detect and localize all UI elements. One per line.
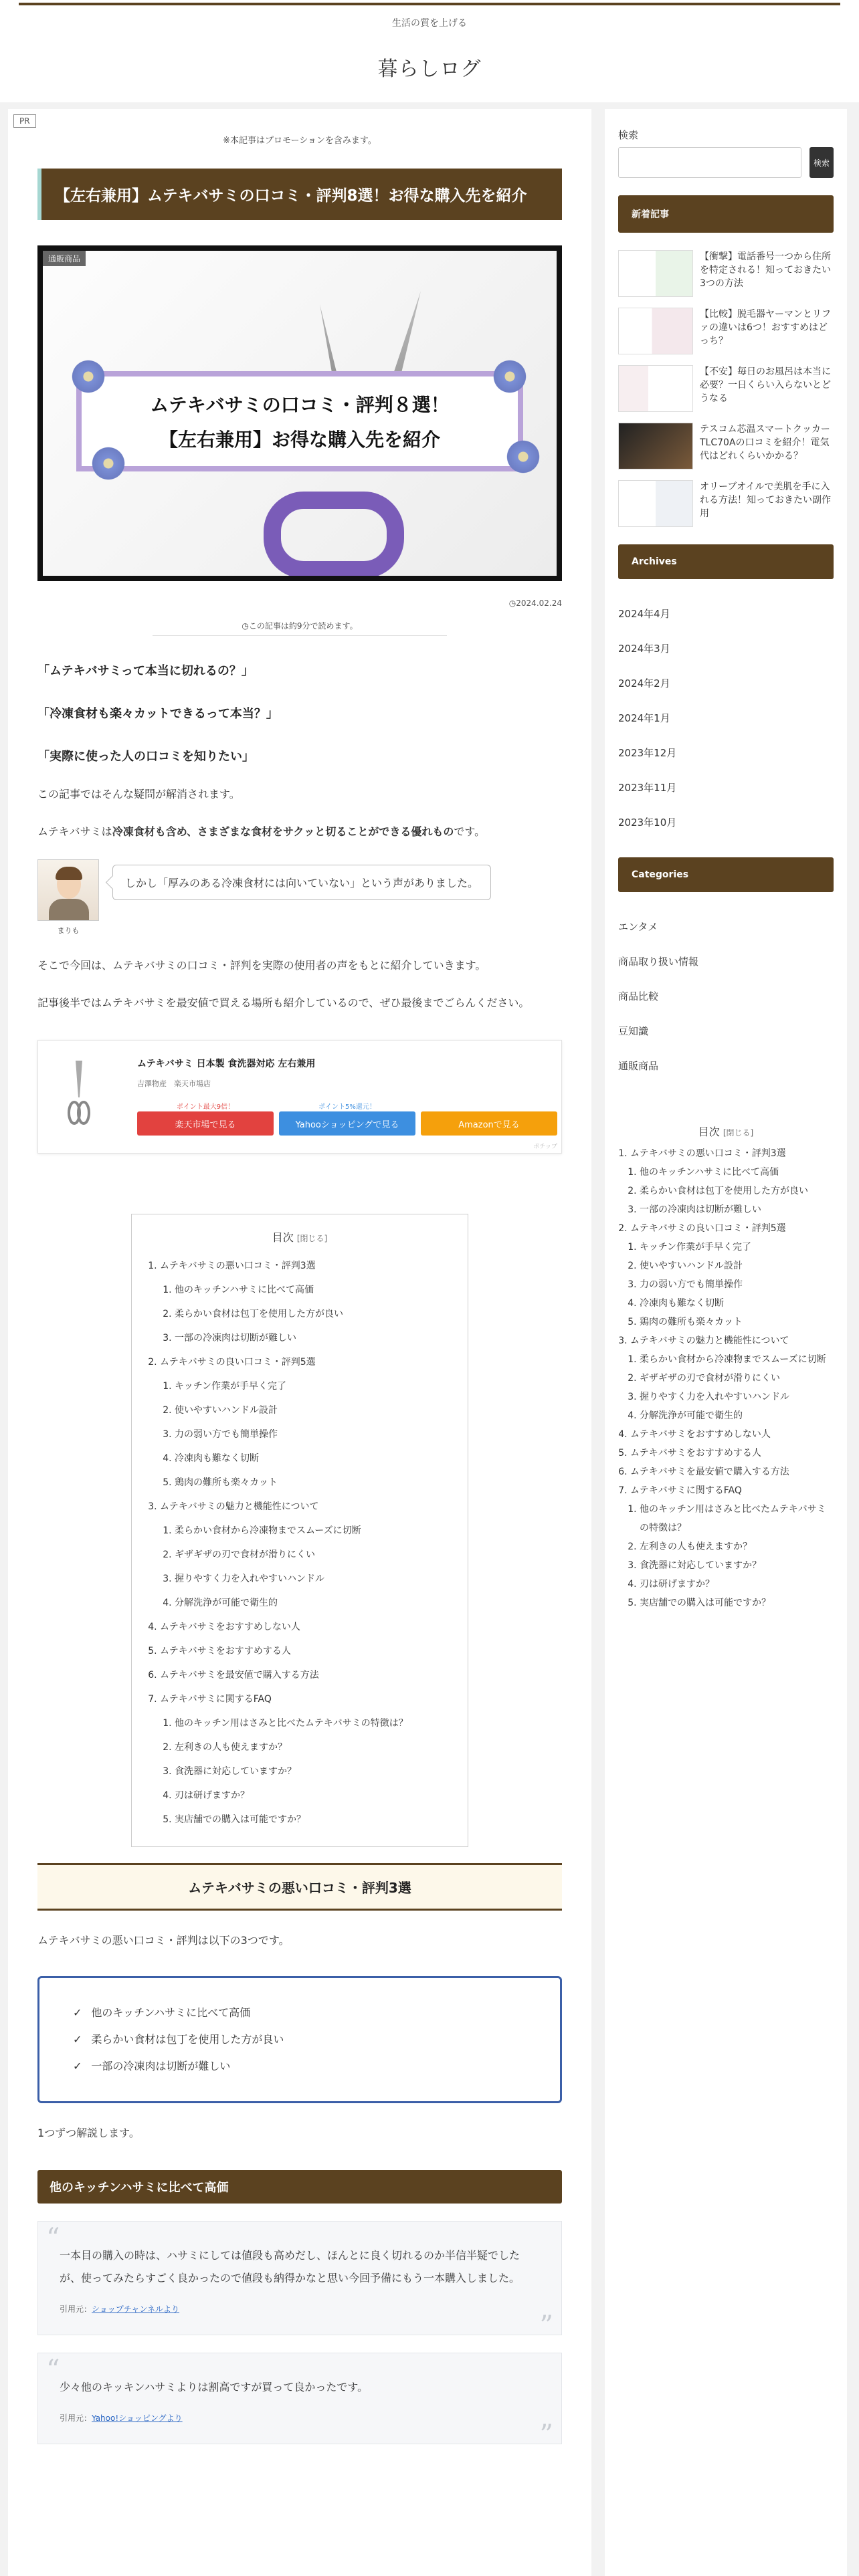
clock-icon: ◷ [508, 599, 516, 608]
toc-subitem[interactable]: 5. 鶏肉の難所も楽々カット [640, 1313, 834, 1331]
toc-subitem[interactable]: 4. 分解洗浄が可能で衛生的 [175, 1591, 452, 1615]
section-after: 1つずつ解説します。 [37, 2127, 140, 2139]
site-title[interactable]: 暮らしログ [377, 58, 482, 81]
toc-item[interactable]: 2. ムテキバサミの良い口コミ・評判5選 1. キッチン作業が手早く完了 2. 使いやすいハンドル設計 3. 力の弱い方でも簡単操作 4. 冷凍肉も難なく切断 5. 鶏肉の難所も楽々カット [160, 1350, 452, 1495]
clock-icon: ◷ [242, 621, 249, 631]
recent-post[interactable]: 【衝撃】電話番号一つから住所を特定される！知っておきたい3つの方法 [618, 250, 834, 297]
review-quote [37, 2353, 562, 2450]
category-link[interactable]: エンタメ [618, 921, 658, 933]
main-content [8, 109, 591, 2576]
recent-post[interactable]: 【不安】毎日のお風呂は本当に必要？一日くらい入らないとどうなる [618, 365, 834, 412]
toc-subitem[interactable]: 1. キッチン作業が手早く完了 [640, 1238, 834, 1257]
toc-subitem[interactable]: 3. 一部の冷凍肉は切断が難しい [175, 1326, 452, 1350]
toc-subitem[interactable]: 1. 他のキッチンハサミに比べて高価 [175, 1278, 452, 1302]
toc-subitem[interactable]: 2. 使いやすいハンドル設計 [175, 1398, 452, 1422]
recent-post[interactable]: テスコム芯温スマートクッカーTLC70Aの口コミを紹介！電気代はどれくらいかかる？ [618, 423, 834, 469]
toc-item[interactable]: 4. ムテキバサミをおすすめしない人 [160, 1615, 452, 1639]
paragraph-1: この記事ではそんな疑問が解消されます。 [37, 788, 240, 800]
review-quote [37, 2221, 562, 2341]
toc-subitem[interactable]: 3. 食洗器に対応していますか？ [640, 1556, 834, 1575]
toc-subitem[interactable]: 2. 左利きの人も使えますか？ [175, 1735, 452, 1759]
toc-item[interactable]: 1. ムテキバサミの悪い口コミ・評判3選 1. 他のキッチンハサミに比べて高価 2. 柔らかい食材は包丁を使用した方が良い 3. 一部の冷凍肉は切断が難しい [160, 1254, 452, 1350]
toc-subitem[interactable]: 1. 他のキッチンハサミに比べて高価 [640, 1163, 834, 1182]
review-text: 一本目の購入の時は、ハサミにしては値段も高めだし、ほんとに良く切れるのか半信半疑でしたが、使ってみたらすごく良かったので値段も納得かなと思い今回予備にもう一本購入しました。 [60, 2249, 520, 2284]
category-link[interactable]: 豆知識 [618, 1025, 649, 1037]
post-date: ◷2024.02.24 [508, 599, 562, 608]
section-intro: ムテキバサミの悪い口コミ・評判は以下の3つです。 [37, 1934, 290, 1947]
archive-link[interactable]: 2024年3月 [618, 643, 670, 655]
recent-post[interactable]: オリーブオイルで美肌を手に入れる方法！知っておきたい副作用 [618, 480, 834, 527]
toc-subitem[interactable]: 2. 柔らかい食材は包丁を使用した方が良い [175, 1302, 452, 1326]
archive-link[interactable]: 2024年1月 [618, 712, 670, 724]
archive-link[interactable]: 2023年12月 [618, 747, 677, 759]
pr-badge: PR [13, 114, 36, 128]
sidebar-toc-title: 目次 [閉じる] [698, 1125, 754, 1138]
paragraph-3: そこで今回は、ムテキバサミの口コミ・評判を実際の使用者の声をもとに紹介していきます。 [37, 959, 486, 972]
search-button[interactable]: 検索 [809, 147, 834, 178]
toc-subitem[interactable]: 2. 柔らかい食材は包丁を使用した方が良い [640, 1182, 834, 1200]
amazon-button[interactable]: Amazonで見る [421, 1111, 557, 1136]
category-link[interactable]: 通販商品 [618, 1060, 659, 1072]
flower-decoration-icon [491, 358, 529, 395]
recent-post[interactable]: 【比較】脱毛器ヤーマンとリファの違いは6つ！おすすめはどっち？ [618, 308, 834, 354]
question-1: 「ムテキバサミって本当に切れるの？」 [37, 664, 254, 678]
eyecatch-line2: 【左右兼用】お得な購入先を紹介 [159, 429, 440, 451]
sidebar-toc [618, 1123, 834, 1612]
toc-close-button[interactable]: [閉じる] [296, 1234, 328, 1243]
category-label[interactable]: 通販商品 [43, 251, 86, 266]
toc-subitem[interactable]: 3. 握りやすく力を入れやすいハンドル [175, 1567, 452, 1591]
quote-open-icon: “ [46, 2355, 60, 2385]
archive-link[interactable]: 2023年10月 [618, 817, 677, 829]
toc-subitem[interactable]: 3. 力の弱い方でも簡単操作 [640, 1275, 834, 1294]
toc-subitem[interactable]: 4. 刃は研げますか？ [175, 1784, 452, 1808]
categories-heading: Categories [618, 857, 834, 892]
check-item: ✓ 一部の冷凍肉は切断が難しい [73, 2053, 527, 2080]
quote-open-icon: “ [46, 2223, 60, 2254]
sidebar-toc-list [618, 1144, 834, 1612]
flower-decoration-icon [90, 445, 127, 482]
toc-item[interactable]: 6. ムテキバサミを最安値で購入する方法 [630, 1463, 834, 1481]
category-link[interactable]: 商品取り扱い情報 [618, 956, 699, 968]
read-time: ◷この記事は約9分で読めます。 [153, 620, 447, 636]
toc-subitem[interactable]: 4. 冷凍肉も難なく切断 [175, 1446, 452, 1471]
toc-subitem[interactable]: 3. 握りやすく力を入れやすいハンドル [640, 1388, 834, 1406]
product-maker: 吉澤物産 楽天市場店 [137, 1079, 211, 1088]
avatar [37, 859, 99, 921]
product-box [37, 1040, 562, 1154]
toc-subitem[interactable]: 3. 一部の冷凍肉は切断が難しい [640, 1200, 834, 1219]
question-2: 「冷凍食材も楽々カットできるって本当？」 [37, 707, 278, 721]
toc-subitem[interactable]: 5. 鶏肉の難所も楽々カット [175, 1471, 452, 1495]
archive-link[interactable]: 2024年2月 [618, 677, 670, 689]
toc-subitem[interactable]: 2. ギザギザの刃で食材が滑りにくい [640, 1369, 834, 1388]
toc-list [148, 1254, 452, 1832]
recent-heading: 新着記事 [618, 195, 834, 233]
eyecatch-line1: ムテキバサミの口コミ・評判８選！ [150, 394, 450, 416]
paragraph-2: ムテキバサミは冷凍食材も含め、さまざまな食材をサクッと切ることができる優れものです。 [37, 825, 486, 838]
archive-link[interactable]: 2023年11月 [618, 782, 677, 794]
review-source-link[interactable]: Yahoo!ショッピングより [92, 2413, 183, 2423]
toc-subitem[interactable]: 1. 柔らかい食材から冷凍物までスムーズに切断 [175, 1519, 452, 1543]
toc-subitem[interactable]: 1. 他のキッチン用はさみと比べたムテキバサミの特徴は？ [175, 1711, 452, 1735]
toc-subitem[interactable]: 5. 実店舗での購入は可能ですか？ [640, 1594, 834, 1612]
toc-subitem[interactable]: 4. 冷凍肉も難なく切断 [640, 1294, 834, 1313]
toc-item[interactable]: 7. ムテキバサミに関するFAQ 1. 他のキッチン用はさみと比べたムテキバサミの特徴は？ 2. 左利きの人も使えますか？ 3. 食洗器に対応していますか？ 4. 刃は研げますか？ 5. 実店舗での購入は可能ですか？ [160, 1687, 452, 1832]
check-item: ✓ 他のキッチンハサミに比べて高価 [73, 2000, 527, 2026]
archives-list [618, 597, 834, 840]
toc-subitem[interactable]: 3. 力の弱い方でも簡単操作 [175, 1422, 452, 1446]
sidebar-toc-close-button[interactable]: [閉じる] [723, 1128, 754, 1138]
toc-item[interactable]: 5. ムテキバサミをおすすめする人 [160, 1639, 452, 1663]
section-heading: ムテキバサミの悪い口コミ・評判3選 [37, 1863, 562, 1911]
speech-balloon [37, 859, 562, 936]
check-list [37, 1976, 562, 2103]
rakuten-note: ポイント最大9倍！ [176, 1103, 235, 1111]
toc-item[interactable]: 3. ムテキバサミの魅力と機能性について 1. 柔らかい食材から冷凍物までスムーズに切断 2. ギザギザの刃で食材が滑りにくい 3. 握りやすく力を入れやすいハンドル 4. 分解洗浄が可能で衛生的 [160, 1495, 452, 1615]
yahoo-note: ポイント5%還元！ [318, 1103, 376, 1111]
rakuten-button[interactable]: 楽天市場で見る [137, 1111, 274, 1136]
toc-subitem[interactable]: 3. 食洗器に対応していますか？ [175, 1759, 452, 1784]
toc-item[interactable]: 4. ムテキバサミをおすすめしない人 [630, 1425, 834, 1444]
review-source-link[interactable]: ショップチャンネルより [92, 2304, 180, 2314]
product-title[interactable]: ムテキバサミ 日本製 食洗器対応 左右兼用 [137, 1059, 316, 1069]
subsection-heading: 他のキッチンハサミに比べて高価 [37, 2170, 562, 2204]
quote-close-icon: ” [539, 2420, 553, 2450]
toc-subitem[interactable]: 2. 左利きの人も使えますか？ [640, 1537, 834, 1556]
flower-decoration-icon [70, 358, 107, 395]
toc-item[interactable]: 1. ムテキバサミの悪い口コミ・評判3選 1. 他のキッチンハサミに比べて高価 2. 柔らかい食材は包丁を使用した方が良い 3. 一部の冷凍肉は切断が難しい [630, 1144, 834, 1219]
sidebar [605, 109, 847, 2576]
avatar-name: まりも [57, 926, 80, 935]
flower-decoration-icon [504, 438, 542, 475]
review-text: 少々他のキッキンハサミよりは割高ですが買って良かったです。 [60, 2381, 369, 2393]
eyecatch-image [37, 245, 562, 581]
paragraph-4: 記事後半ではムテキバサミを最安値で買える場所も紹介しているので、ぜひ最後までごらんください。 [37, 996, 530, 1009]
question-3: 「実際に使った人の口コミを知りたい」 [37, 750, 254, 764]
site-header [0, 5, 859, 102]
quote-close-icon: ” [539, 2311, 553, 2341]
top-accent-bar [0, 0, 859, 5]
toc-subitem[interactable]: 1. 柔らかい食材から冷凍物までスムーズに切断 [640, 1350, 834, 1369]
article-title: 【左右兼用】ムテキバサミの口コミ・評判8選！お得な購入先を紹介 [37, 169, 562, 220]
toc-subitem[interactable]: 1. 他のキッチン用はさみと比べたムテキバサミの特徴は？ [640, 1500, 834, 1537]
table-of-contents [131, 1214, 468, 1847]
check-item: ✓ 柔らかい食材は包丁を使用した方が良い [73, 2026, 527, 2053]
toc-subitem[interactable]: 5. 実店舗での購入は可能ですか？ [175, 1808, 452, 1832]
toc-item[interactable]: 2. ムテキバサミの良い口コミ・評判5選 1. キッチン作業が手早く完了 2. 使いやすいハンドル設計 3. 力の弱い方でも簡単操作 4. 冷凍肉も難なく切断 5. 鶏肉の難所も楽々カット [630, 1219, 834, 1331]
balloon-text: しかし「厚みのある冷凍食材には向いていない」という声がありました。 [112, 865, 491, 900]
toc-subitem[interactable]: 4. 分解洗浄が可能で衛生的 [640, 1406, 834, 1425]
review-source: 引用元：ショップチャンネルより [60, 2304, 180, 2314]
yahoo-button[interactable]: Yahooショッピングで見る [279, 1111, 415, 1136]
eyecatch-banner [76, 371, 523, 471]
recent-posts [618, 250, 834, 527]
site-tagline: 生活の質を上げる [392, 18, 467, 29]
toc-item[interactable]: 7. ムテキバサミに関するFAQ 1. 他のキッチン用はさみと比べたムテキバサミの特徴は？ 2. 左利きの人も使えますか？ 3. 食洗器に対応していますか？ 4. 刃は研げますか？ 5. 実店舗での購入は可能ですか？ [630, 1481, 834, 1612]
promo-note: ※本記事はプロモーションを含みます。 [223, 136, 377, 146]
toc-subitem[interactable]: 2. ギザギザの刃で食材が滑りにくい [175, 1543, 452, 1567]
categories-list [618, 909, 834, 1083]
toc-subitem[interactable]: 1. キッチン作業が手早く完了 [175, 1374, 452, 1398]
pochipp-credit[interactable]: ポチップ [533, 1144, 557, 1150]
toc-subitem[interactable]: 2. 使いやすいハンドル設計 [640, 1257, 834, 1275]
post-thumbnail[interactable] [618, 480, 693, 527]
category-link[interactable]: 商品比較 [618, 990, 659, 1002]
toc-subitem[interactable]: 4. 刃は研げますか？ [640, 1575, 834, 1594]
archives-heading: Archives [618, 544, 834, 579]
post-thumbnail[interactable] [618, 365, 693, 412]
toc-title: 目次 [閉じる] [272, 1231, 328, 1244]
scissor-handle [264, 492, 404, 578]
search-label: 検索 [618, 129, 639, 141]
toc-item[interactable]: 5. ムテキバサミをおすすめする人 [630, 1444, 834, 1463]
archive-link[interactable]: 2024年4月 [618, 608, 670, 620]
post-thumbnail[interactable] [618, 308, 693, 354]
toc-item[interactable]: 3. ムテキバサミの魅力と機能性について 1. 柔らかい食材から冷凍物までスムーズに切断 2. ギザギザの刃で食材が滑りにくい 3. 握りやすく力を入れやすいハンドル 4. 分解洗浄が可能で衛生的 [630, 1331, 834, 1425]
search-input[interactable] [618, 147, 801, 178]
scissors-product-icon[interactable] [68, 1061, 90, 1128]
review-source: 引用元：Yahoo!ショッピングより [60, 2413, 183, 2423]
post-thumbnail[interactable] [618, 250, 693, 297]
post-thumbnail[interactable] [618, 423, 693, 469]
toc-item[interactable]: 6. ムテキバサミを最安値で購入する方法 [160, 1663, 452, 1687]
